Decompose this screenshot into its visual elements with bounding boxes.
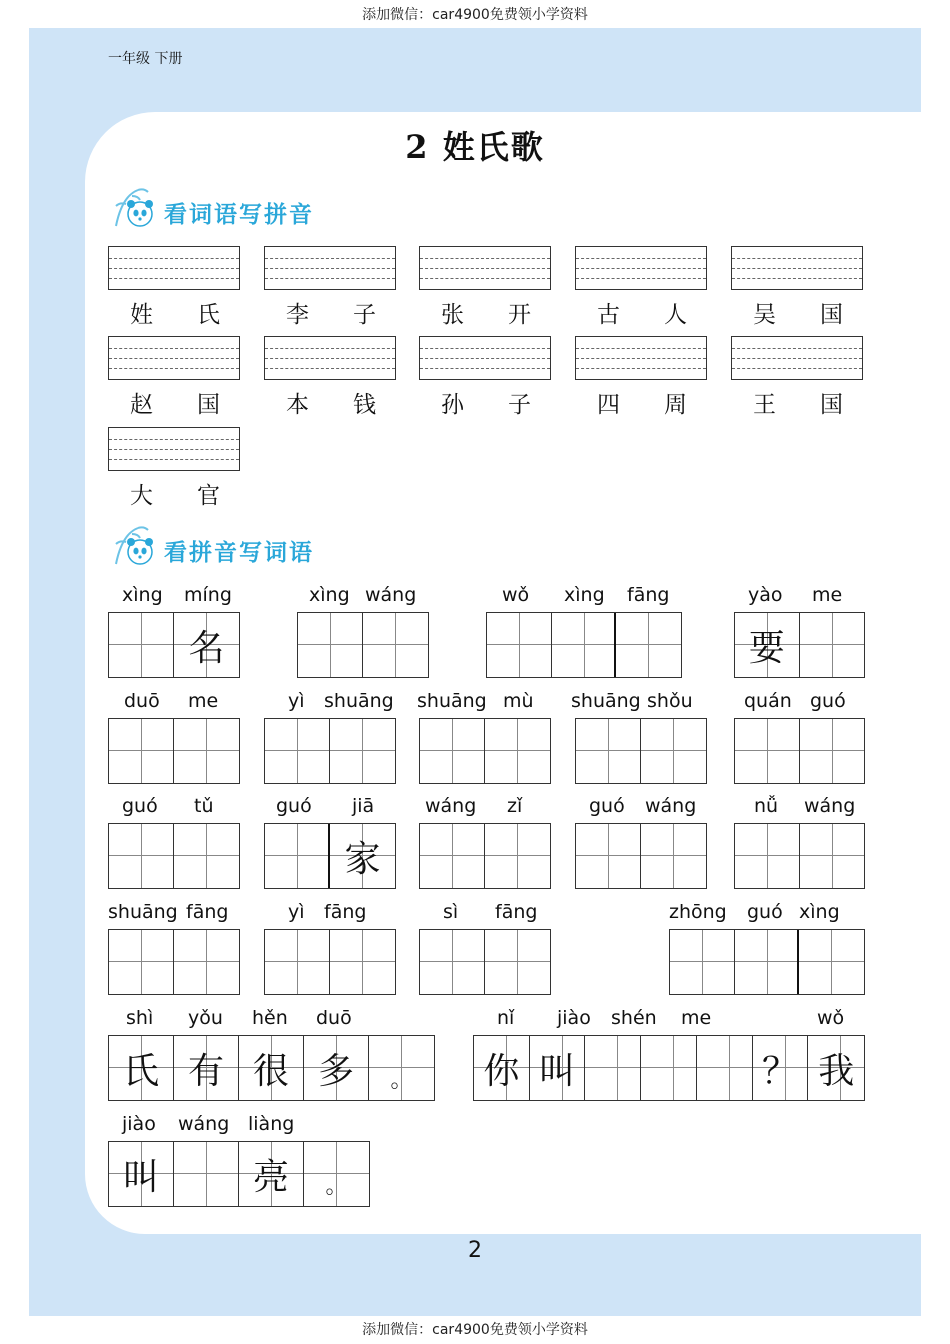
pinyin-syllable: guó	[122, 795, 158, 817]
word-character: 人	[664, 302, 687, 328]
word-character: 官	[197, 483, 220, 509]
pinyin-syllable: wǒ	[817, 1007, 845, 1029]
given-character-cell: 亮	[239, 1142, 304, 1206]
writing-grid	[264, 718, 396, 784]
given-character-cell: 名	[174, 613, 239, 677]
pinyin-answer-box[interactable]	[264, 246, 396, 290]
writing-grid	[669, 929, 865, 995]
guide-line	[576, 258, 706, 259]
guide-line	[109, 358, 239, 359]
pinyin-syllable: guó	[589, 795, 625, 817]
answer-cell[interactable]	[174, 824, 239, 888]
answer-cell[interactable]	[174, 930, 239, 994]
pinyin-syllable: duō	[316, 1007, 352, 1029]
watermark-top: 添加微信：car4900免费领小学资料	[362, 7, 588, 23]
answer-cell[interactable]	[697, 1036, 753, 1100]
pinyin-syllable: míng	[184, 584, 232, 606]
guide-line	[265, 268, 395, 269]
word-character: 王	[753, 392, 776, 418]
pinyin-answer-box[interactable]	[731, 336, 863, 380]
guide-line	[265, 278, 395, 279]
guide-line	[420, 368, 550, 369]
word-characters	[108, 296, 242, 329]
guide-line	[732, 278, 862, 279]
writing-grid	[473, 1035, 865, 1101]
given-character-cell: 多	[304, 1036, 369, 1100]
pinyin-syllable: guó	[747, 901, 783, 923]
writing-grid	[297, 612, 429, 678]
word-characters	[419, 296, 553, 329]
pinyin-syllable: zǐ	[507, 795, 523, 817]
word-characters	[419, 386, 553, 419]
word-characters	[731, 386, 865, 419]
word-character: 周	[664, 392, 687, 418]
lesson-title: 2 姓氏歌	[405, 128, 545, 166]
pinyin-syllable: jiào	[557, 1007, 591, 1029]
pinyin-syllable: shǒu	[647, 690, 693, 712]
pinyin-syllable: wáng	[425, 795, 477, 817]
answer-cell[interactable]	[735, 719, 800, 783]
writing-grid	[264, 823, 396, 889]
answer-cell[interactable]	[420, 930, 485, 994]
given-character-cell: 氏	[109, 1036, 174, 1100]
writing-grid	[108, 612, 240, 678]
guide-line	[109, 258, 239, 259]
writing-grid	[734, 823, 865, 889]
pinyin-syllable: wáng	[804, 795, 856, 817]
pinyin-syllable: hěn	[252, 1007, 288, 1029]
grade-label: 一年级 下册	[108, 51, 183, 67]
guide-line	[732, 258, 862, 259]
pinyin-syllable: nǐ	[497, 1007, 515, 1029]
answer-cell[interactable]	[109, 824, 174, 888]
pinyin-syllable: yào	[748, 584, 783, 606]
panda-bamboo-icon	[108, 524, 160, 570]
word-character: 本	[286, 392, 309, 418]
guide-line	[576, 368, 706, 369]
answer-cell[interactable]	[641, 1036, 697, 1100]
answer-cell[interactable]	[735, 824, 800, 888]
pinyin-syllable: me	[188, 690, 219, 712]
word-character: 四	[597, 392, 620, 418]
pinyin-syllable: fāng	[495, 901, 538, 923]
pinyin-syllable: liàng	[248, 1113, 295, 1135]
word-characters	[264, 296, 398, 329]
guide-line	[576, 348, 706, 349]
word-character: 大	[130, 483, 153, 509]
word-character: 赵	[130, 392, 153, 418]
answer-cell[interactable]	[641, 824, 706, 888]
section-label: 看词语写拼音	[164, 201, 314, 228]
guide-line	[265, 348, 395, 349]
answer-cell[interactable]	[800, 613, 865, 677]
word-character: 吴	[753, 302, 776, 328]
guide-line	[420, 258, 550, 259]
writing-grid	[575, 823, 707, 889]
page-number: 2	[468, 1238, 482, 1263]
word-character: 李	[286, 302, 309, 328]
answer-cell[interactable]	[420, 824, 485, 888]
pinyin-syllable: yì	[288, 690, 305, 712]
pinyin-syllable: shuāng	[417, 690, 487, 712]
pinyin-answer-box[interactable]	[419, 336, 551, 380]
pinyin-answer-box[interactable]	[731, 246, 863, 290]
writing-grid	[108, 1141, 370, 1207]
guide-line	[109, 459, 239, 460]
given-character-cell: ？	[753, 1036, 809, 1100]
word-characters	[731, 296, 865, 329]
guide-line	[732, 368, 862, 369]
given-character-cell: 我	[808, 1036, 864, 1100]
pinyin-answer-box[interactable]	[264, 336, 396, 380]
guide-line	[420, 278, 550, 279]
guide-line	[109, 368, 239, 369]
given-character-cell: 叫	[530, 1036, 586, 1100]
guide-line	[265, 258, 395, 259]
pinyin-answer-box[interactable]	[419, 246, 551, 290]
word-character: 国	[820, 302, 843, 328]
pinyin-syllable: jiào	[122, 1113, 156, 1135]
guide-line	[420, 348, 550, 349]
pinyin-syllable: yǒu	[188, 1007, 223, 1029]
pinyin-syllable: sì	[443, 901, 459, 923]
watermark-bottom: 添加微信：car4900免费领小学资料	[362, 1322, 588, 1338]
pinyin-syllable: shì	[126, 1007, 154, 1029]
word-character: 子	[353, 302, 376, 328]
guide-line	[109, 268, 239, 269]
word-character: 国	[197, 392, 220, 418]
pinyin-syllable: xìng	[122, 584, 163, 606]
pinyin-answer-box[interactable]	[108, 427, 240, 471]
guide-line	[420, 268, 550, 269]
panda-bamboo-icon	[108, 186, 160, 232]
given-character-cell: 有	[174, 1036, 239, 1100]
answer-cell[interactable]	[330, 719, 395, 783]
answer-cell[interactable]	[330, 930, 395, 994]
answer-cell[interactable]	[174, 719, 239, 783]
answer-cell[interactable]	[485, 824, 550, 888]
word-characters	[108, 477, 242, 510]
writing-grid	[734, 612, 865, 678]
answer-cell[interactable]	[735, 930, 800, 994]
pinyin-syllable: shuāng	[324, 690, 394, 712]
pinyin-syllable: guó	[276, 795, 312, 817]
pinyin-syllable: zhōng	[669, 901, 727, 923]
guide-line	[109, 348, 239, 349]
answer-cell[interactable]	[109, 613, 174, 677]
guide-line	[576, 268, 706, 269]
answer-cell[interactable]	[485, 930, 550, 994]
writing-grid	[108, 929, 240, 995]
pinyin-syllable: wǒ	[502, 584, 530, 606]
word-character: 姓	[130, 302, 153, 328]
pinyin-syllable: fāng	[627, 584, 670, 606]
pinyin-syllable: xìng	[564, 584, 605, 606]
writing-grid	[108, 718, 240, 784]
pinyin-syllable: wáng	[178, 1113, 230, 1135]
word-characters	[575, 296, 709, 329]
word-character: 孙	[441, 392, 464, 418]
word-character: 古	[597, 302, 620, 328]
word-character: 国	[820, 392, 843, 418]
answer-cell[interactable]	[363, 613, 428, 677]
pinyin-syllable: yì	[288, 901, 305, 923]
answer-cell[interactable]	[576, 824, 641, 888]
pinyin-answer-box[interactable]	[575, 336, 707, 380]
word-character: 开	[508, 302, 531, 328]
word-characters	[264, 386, 398, 419]
pinyin-answer-box[interactable]	[108, 246, 240, 290]
answer-cell[interactable]	[800, 719, 865, 783]
pinyin-syllable: fāng	[324, 901, 367, 923]
answer-cell[interactable]	[641, 719, 706, 783]
guide-line	[265, 358, 395, 359]
answer-cell[interactable]	[298, 613, 363, 677]
pinyin-answer-box[interactable]	[108, 336, 240, 380]
writing-grid	[108, 823, 240, 889]
answer-cell[interactable]	[265, 930, 330, 994]
guide-line	[732, 268, 862, 269]
given-character-cell: 。	[304, 1142, 369, 1206]
pinyin-syllable: duō	[124, 690, 160, 712]
writing-grid	[419, 718, 551, 784]
writing-grid	[486, 612, 682, 678]
pinyin-syllable: wáng	[645, 795, 697, 817]
guide-line	[109, 439, 239, 440]
guide-line	[109, 278, 239, 279]
word-character: 氏	[197, 302, 220, 328]
section-label: 看拼音写词语	[164, 539, 314, 566]
pinyin-syllable: jiā	[352, 795, 375, 817]
answer-cell[interactable]	[552, 613, 617, 677]
word-character: 钱	[353, 392, 376, 418]
pinyin-syllable: xìng	[309, 584, 350, 606]
answer-cell[interactable]	[800, 824, 865, 888]
writing-grid	[734, 718, 865, 784]
pinyin-syllable: shén	[611, 1007, 657, 1029]
answer-cell[interactable]	[265, 824, 330, 888]
guide-line	[732, 348, 862, 349]
given-character-cell: 叫	[109, 1142, 174, 1206]
answer-cell[interactable]	[174, 1142, 239, 1206]
answer-cell[interactable]	[109, 930, 174, 994]
pinyin-syllable: wáng	[365, 584, 417, 606]
pinyin-syllable: shuāng	[571, 690, 641, 712]
writing-grid	[575, 718, 707, 784]
given-character-cell: 很	[239, 1036, 304, 1100]
guide-line	[265, 368, 395, 369]
pinyin-syllable: quán	[744, 690, 792, 712]
pinyin-syllable: me	[812, 584, 843, 606]
guide-line	[109, 449, 239, 450]
word-character: 子	[508, 392, 531, 418]
given-character-cell: 你	[474, 1036, 530, 1100]
word-characters	[108, 386, 242, 419]
given-character-cell: 家	[330, 824, 395, 888]
answer-cell[interactable]	[109, 719, 174, 783]
pinyin-syllable: me	[681, 1007, 712, 1029]
answer-cell[interactable]	[485, 719, 550, 783]
pinyin-syllable: tǔ	[194, 795, 214, 817]
pinyin-syllable: nǚ	[754, 795, 779, 817]
word-character: 张	[441, 302, 464, 328]
answer-cell[interactable]	[616, 613, 681, 677]
pinyin-syllable: fāng	[186, 901, 229, 923]
answer-cell[interactable]	[265, 719, 330, 783]
given-character-cell: 要	[735, 613, 800, 677]
given-character-cell: 。	[369, 1036, 434, 1100]
writing-grid	[419, 823, 551, 889]
pinyin-syllable: mù	[503, 690, 534, 712]
answer-cell[interactable]	[799, 930, 864, 994]
answer-cell[interactable]	[576, 719, 641, 783]
answer-cell[interactable]	[585, 1036, 641, 1100]
answer-cell[interactable]	[487, 613, 552, 677]
guide-line	[576, 278, 706, 279]
pinyin-syllable: xìng	[799, 901, 840, 923]
writing-grid	[264, 929, 396, 995]
guide-line	[420, 358, 550, 359]
word-characters	[575, 386, 709, 419]
writing-grid	[419, 929, 551, 995]
writing-grid	[108, 1035, 435, 1101]
answer-cell[interactable]	[420, 719, 485, 783]
pinyin-syllable: shuāng	[108, 901, 178, 923]
pinyin-answer-box[interactable]	[575, 246, 707, 290]
answer-cell[interactable]	[670, 930, 735, 994]
pinyin-syllable: guó	[810, 690, 846, 712]
guide-line	[576, 358, 706, 359]
guide-line	[732, 358, 862, 359]
